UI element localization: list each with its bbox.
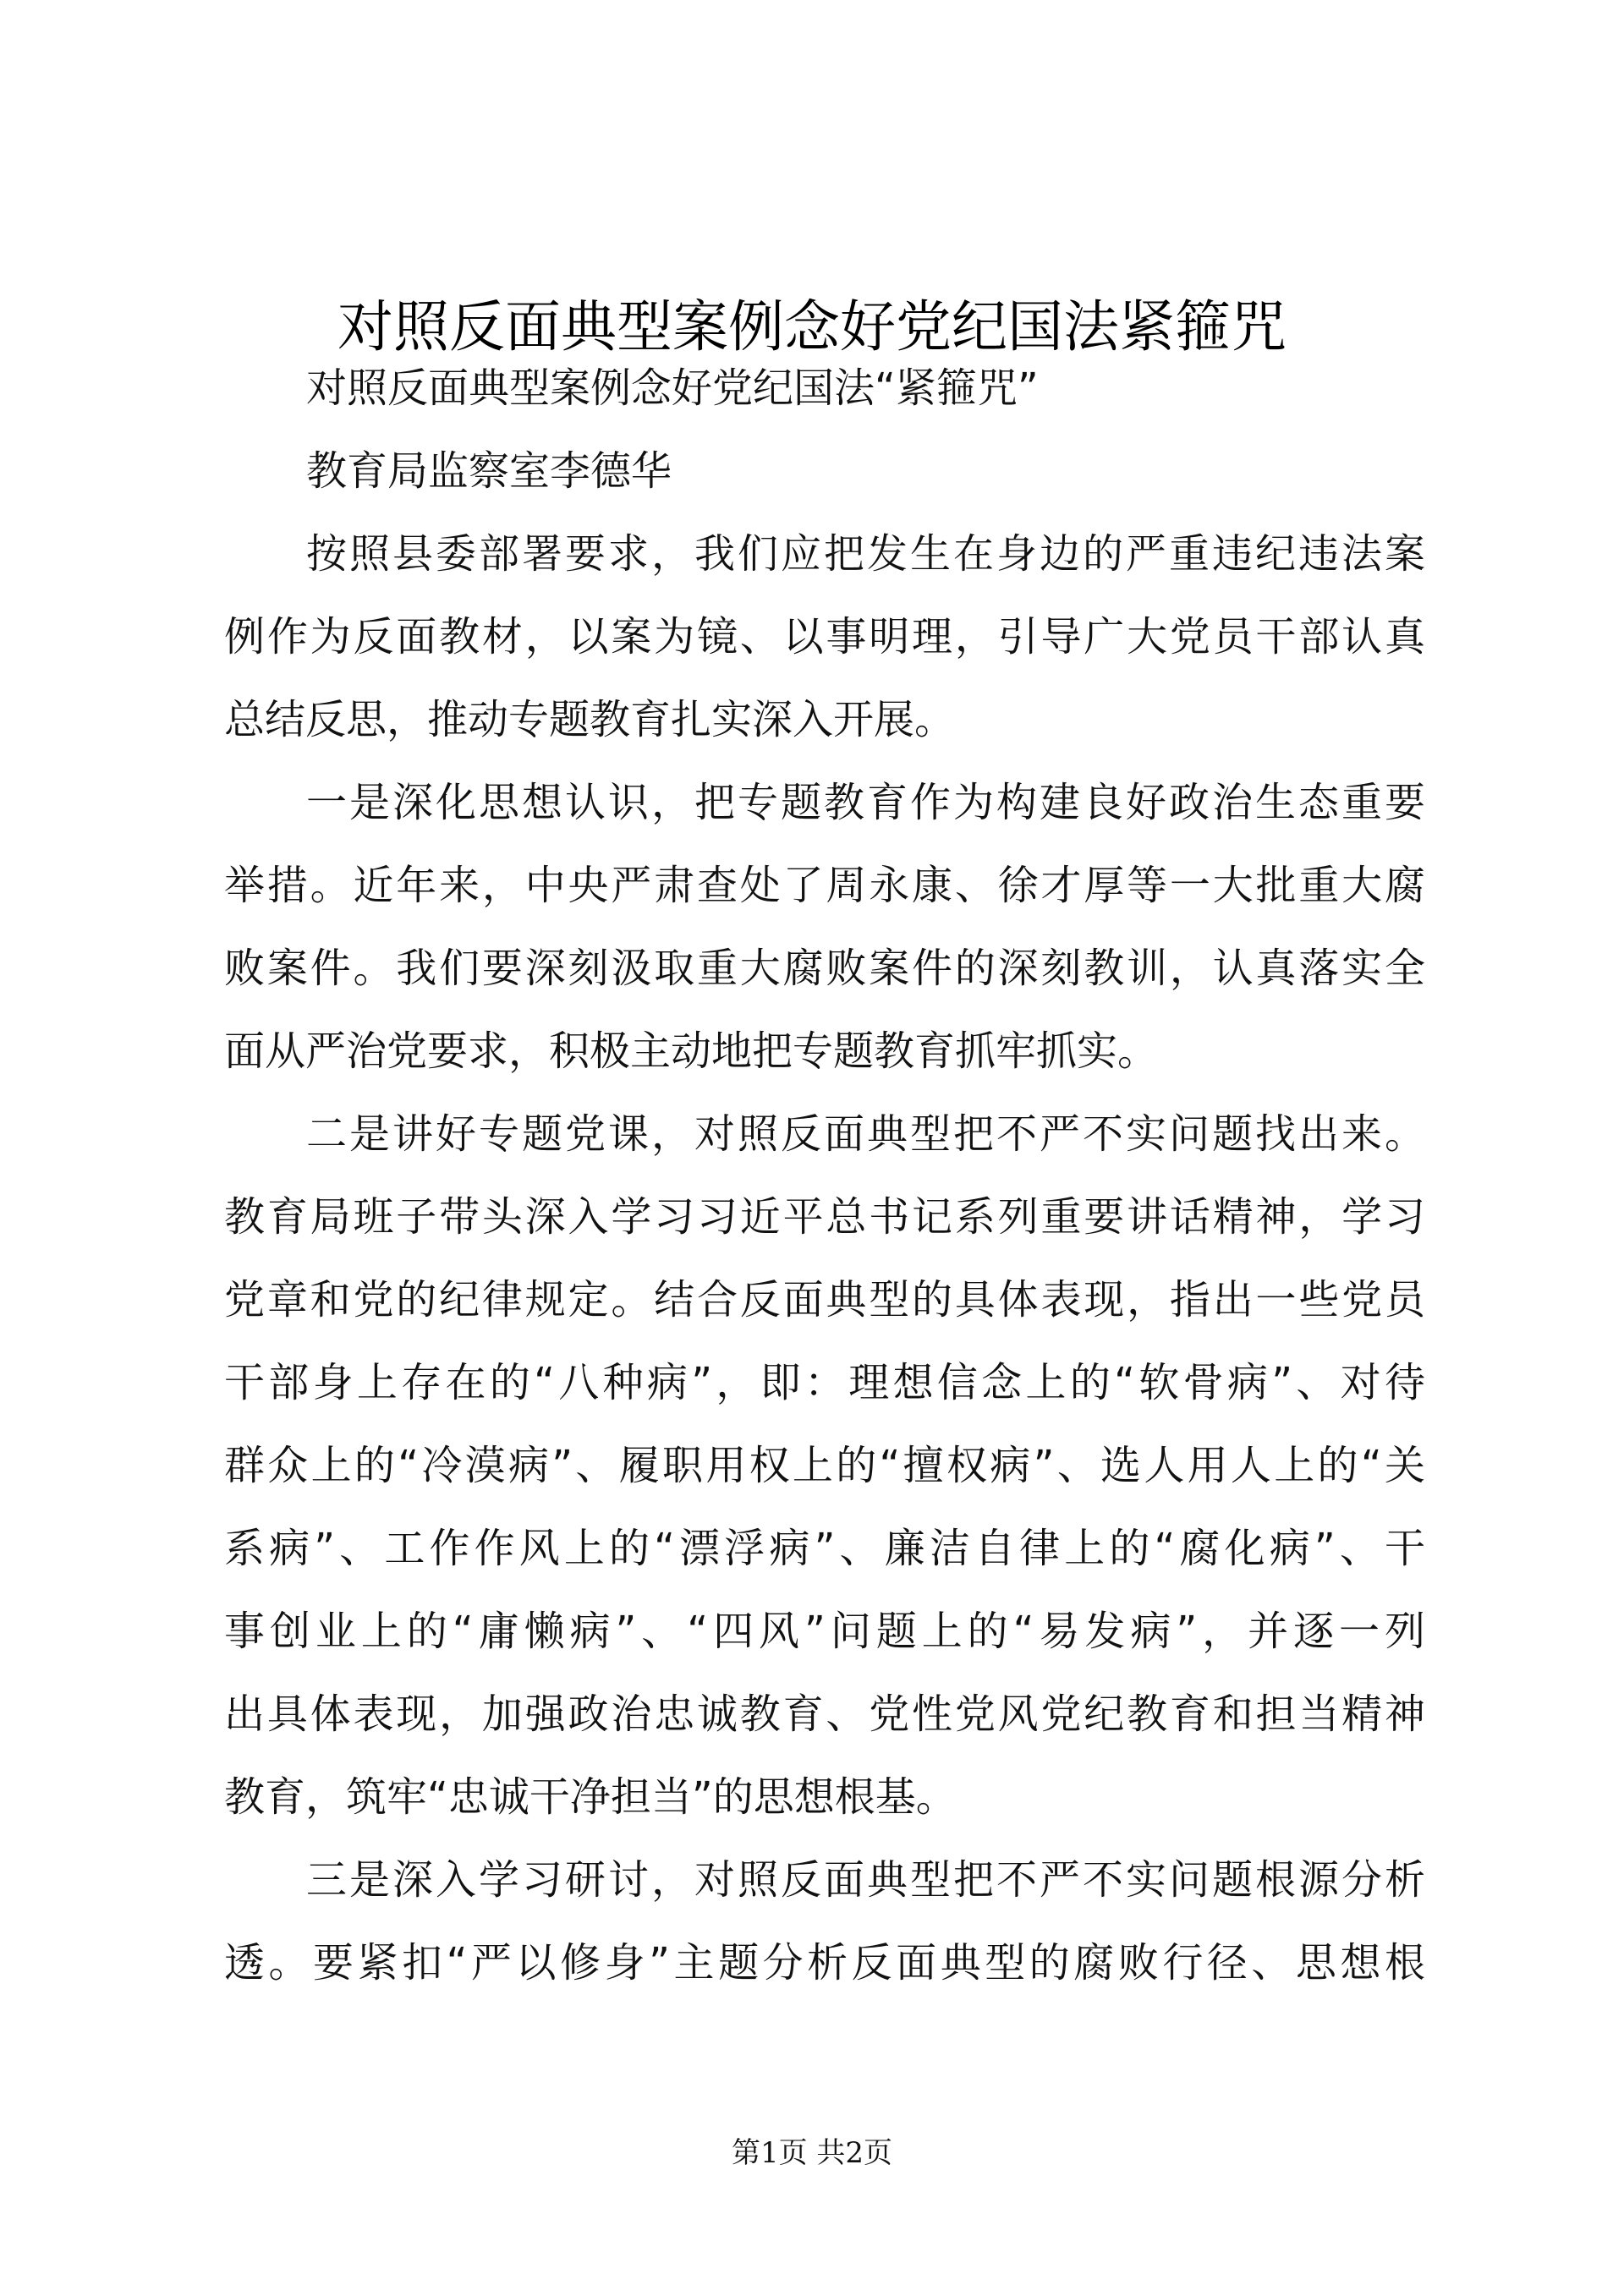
paragraph-line: 三是深入学习研讨，对照反面典型把不严不实问题根源分析	[306, 1856, 1425, 1904]
paragraph-line: 群众上的“冷漠病”、履职用权上的“擅权病”、选人用人上的“关	[224, 1442, 1425, 1489]
paragraph-line: 按照县委部署要求，我们应把发生在身边的严重违纪违法案	[306, 530, 1425, 578]
paragraph-line: 总结反思，推动专题教育扎实深入开展。	[224, 696, 956, 743]
paragraph-line: 面从严治党要求，积极主动地把专题教育抓牢抓实。	[224, 1027, 1159, 1075]
paragraph-intro	[224, 512, 1425, 761]
paragraph-point-one	[224, 761, 1425, 1093]
paragraph-point-two	[224, 1093, 1425, 1838]
paragraph-line: 举措。近年来，中央严肃查处了周永康、徐才厚等一大批重大腐	[224, 862, 1425, 909]
paragraph-line: 透。要紧扣“严以修身”主题分析反面典型的腐败行径、思想根	[224, 1939, 1425, 1986]
subtitle: 对照反面典型案例念好党纪国法“紧箍咒”	[306, 364, 1039, 412]
paragraph-line: 党章和党的纪律规定。结合反面典型的具体表现，指出一些党员	[224, 1276, 1425, 1323]
paragraph-line: 系病”、工作作风上的“漂浮病”、廉洁自律上的“腐化病”、干	[224, 1525, 1425, 1572]
paragraph-line: 事创业上的“庸懒病”、“四风”问题上的“易发病”，并逐一列	[224, 1608, 1425, 1655]
document-body	[224, 347, 1425, 2004]
paragraph-line: 出具体表现，加强政治忠诚教育、党性党风党纪教育和担当精神	[224, 1690, 1425, 1738]
paragraph-line: 教育局班子带头深入学习习近平总书记系列重要讲话精神，学习	[224, 1193, 1425, 1241]
paragraph-line: 例作为反面教材，以案为镜、以事明理，引导广大党员干部认真	[224, 613, 1425, 660]
author-line: 教育局监察室李德华	[306, 447, 672, 495]
paragraph-line: 二是讲好专题党课，对照反面典型把不严不实问题找出来。	[306, 1110, 1425, 1158]
page-number-footer: 第1页 共2页	[731, 2136, 893, 2170]
document-title: 对照反面典型案例念好党纪国法紧箍咒	[337, 294, 1287, 359]
paragraph-point-three	[224, 1838, 1425, 2004]
paragraph-line: 干部身上存在的“八种病”，即：理想信念上的“软骨病”、对待	[224, 1359, 1425, 1406]
paragraph-line: 教育，筑牢“忠诚干净担当”的思想根基。	[224, 1773, 957, 1821]
paragraph-line: 败案件。我们要深刻汲取重大腐败案件的深刻教训，认真落实全	[224, 945, 1425, 992]
paragraph-line: 一是深化思想认识，把专题教育作为构建良好政治生态重要	[306, 779, 1425, 826]
